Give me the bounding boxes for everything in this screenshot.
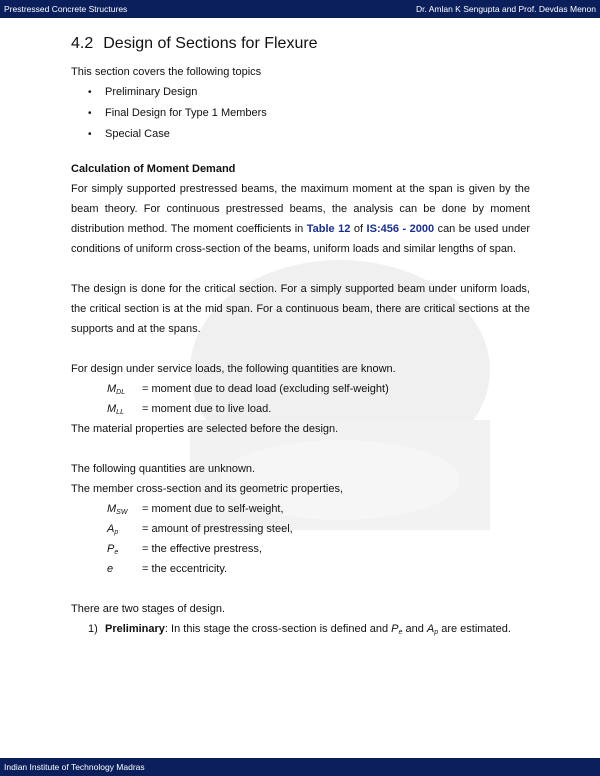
stage-title: Preliminary <box>105 623 165 635</box>
topic-item: • Special Case <box>88 124 530 145</box>
symbol: $A_p$ <box>107 523 119 536</box>
definition: = moment due to live load. <box>142 403 272 415</box>
stage-number: 1) <box>88 623 98 635</box>
footer-bar <box>0 758 600 776</box>
subheading-moment-demand: Calculation of Moment Demand <box>71 163 236 175</box>
intro-text: This section covers the following topics <box>71 66 262 78</box>
symbol: $M_{LL}$ <box>107 403 124 416</box>
definition: = the effective prestress, <box>142 543 262 555</box>
paragraph-critical-section: The design is done for the critical section. For a simply supported beam under uniform loads, the critical section is at the mid span. For a continuous beam, there are critical sections at the supports and at the spans. <box>71 283 530 335</box>
known-item <box>71 379 530 399</box>
topic-list <box>71 82 530 145</box>
unknown-item <box>71 539 530 559</box>
material-note: The material properties are selected before the design. <box>71 423 339 435</box>
definition: = the eccentricity. <box>142 563 228 575</box>
symbol: e <box>107 563 114 575</box>
definition: = moment due to self-weight, <box>142 503 284 515</box>
stage-item <box>71 619 530 639</box>
header-authors: Dr. Amlan K Sengupta and Prof. Devdas Menon <box>415 4 596 14</box>
para1-text-before: For simply supported prestressed beams, the maximum moment at the span is given by the beam theory. For continuous prestressed beams, the analysis can be done by moment distribution method. The moment coefficients in <box>71 183 530 235</box>
unknown-item <box>71 499 530 519</box>
footer-institution: Indian Institute of Technology Madras <box>4 762 145 772</box>
para1-of: of <box>350 223 367 235</box>
header-course-title: Prestressed Concrete Structures <box>4 4 128 14</box>
header-bar <box>0 0 600 18</box>
symbol: $M_{DL}$ <box>107 383 126 396</box>
table-reference: Table 12 <box>306 223 351 235</box>
code-reference: IS:456 - 2000 <box>366 223 435 235</box>
section-heading <box>71 30 530 58</box>
definition: = amount of prestressing steel, <box>142 523 293 535</box>
symbol: $P_e$ <box>107 543 119 556</box>
unknown-intro-2: The member cross-section and its geometric properties, <box>71 483 344 495</box>
unknown-item <box>71 519 530 539</box>
section-number: 4.2 <box>71 35 94 52</box>
document-body <box>71 30 530 639</box>
symbol: $M_{SW}$ <box>107 503 128 516</box>
stage-text: Preliminary: In this stage the cross-section is defined and $P_e$ and $A_p$ are estimated. <box>105 623 511 636</box>
para1-text-after: can be used under conditions of uniform cross-section of the beams, uniform loads and similar lengths of span. <box>71 223 530 255</box>
stages-intro: There are two stages of design. <box>71 603 226 615</box>
paragraph-moment-demand <box>71 179 530 259</box>
unknown-item <box>71 559 530 579</box>
known-item <box>71 399 530 419</box>
section-title: Design of Sections for Flexure <box>103 35 318 52</box>
definition: = moment due to dead load (excluding self-weight) <box>142 383 389 395</box>
known-intro: For design under service loads, the following quantities are known. <box>71 363 396 375</box>
topic-item: • Preliminary Design <box>88 82 530 103</box>
topic-item: • Final Design for Type 1 Members <box>88 103 530 124</box>
unknown-intro: The following quantities are unknown. <box>71 463 256 475</box>
